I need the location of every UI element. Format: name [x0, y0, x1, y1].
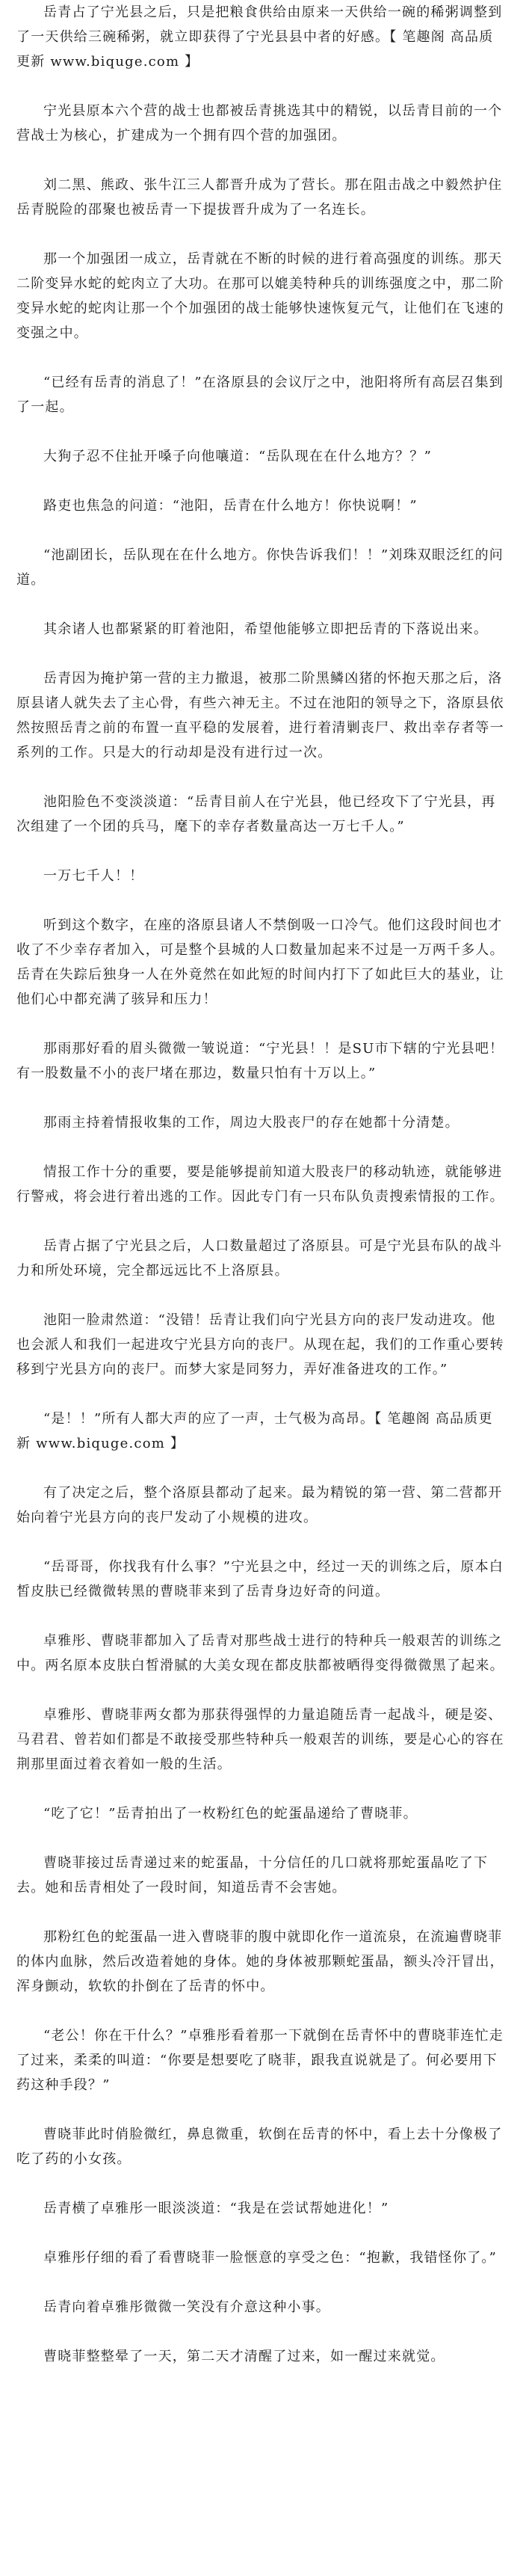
- paragraph: 那粉红色的蛇蛋晶一进入曹晓菲的腹中就即化作一道流泉，在流遍曹晓菲的体内血脉，然后改造着她的身体。她的身体被那颗蛇蛋晶，额头冷汗冒出，浑身颤动，软软的扑倒在了岳青的怀中。: [16, 1929, 504, 1994]
- paragraph: 岳青横了卓雅彤一眼淡淡道：“我是在尝试帮她进化！”: [43, 2201, 389, 2216]
- paragraph: 那雨主持着情报收集的工作，周边大股丧尸的存在她都十分清楚。: [43, 1115, 459, 1131]
- paragraph: 岳青因为掩护第一营的主力撤退，被那二阶黑鳞凶猪的怀抱天那之后，洛原县诸人就失去了主心骨，有些六神无主。不过在池阳的领导之下，洛原县依然按照岳青之前的布置一直平稳的发展着，进行着清剿丧尸、救出幸存者等一系列的工作。只是大的行动却是没有进行过一次。: [16, 671, 504, 760]
- paragraph: 听到这个数字，在座的洛原县诸人不禁倒吸一口冷气。他们这段时间也才收了不少幸存者加入，可是整个县城的人口数量加起来不过是一万两千多人。岳青在失踪后独身一人在外竟然在如此短的时间内打下了如此巨大的基业，让他们心中都充满了骇异和压力！: [16, 917, 504, 1007]
- paragraph: 宁光县原本六个营的战士也都被岳青挑选其中的精锐，以岳青目前的一个营战士为核心，扩建成为一个拥有四个营的加强团。: [16, 103, 503, 144]
- paragraph: 池阳一脸肃然道：“没错！岳青让我们向宁光县方向的丧尸发动进攻。他也会派人和我们一起进攻宁光县方向的丧尸。从现在起，我们的工作重心要转移到宁光县方向的丧尸。而梦大家是同努力，弄好准备进攻的工作。”: [16, 1312, 504, 1377]
- paragraph: 刘二黑、熊政、张牛江三人都晋升成为了营长。那在阻击战之中毅然护住岳青脱险的邵聚也被岳青一下提拔晋升成为了一名连长。: [16, 177, 503, 218]
- paragraph: “是！！”所有人都大声的应了一声，士气极为高昂。【 笔趣阁 高品质更新 www.biquge.com 】: [16, 1411, 493, 1451]
- paragraph: “吃了它！”岳青拍出了一枚粉红色的蛇蛋晶递给了曹晓菲。: [43, 1806, 418, 1822]
- paragraph: 曹晓菲整整晕了一天，第二天才清醒了过来，如一醒过来就觉。: [43, 2349, 445, 2364]
- paragraph: 路吏也焦急的问道：“池阳，岳青在什么地方！你快说啊！”: [43, 498, 418, 514]
- paragraph: 一万七千人！！: [43, 868, 144, 884]
- paragraph: “岳哥哥，你找我有什么事？”宁光县之中，经过一天的训练之后，原本白皙皮肤已经微微转黑的曹晓菲来到了岳青身边好奇的问道。: [16, 1559, 504, 1599]
- paragraph: 卓雅彤、曹晓菲两女都为那获得强悍的力量追随岳青一起战斗，硬是姿、马君君、曾若如们都是不敢接受那些特种兵一般艰苦的训练，要是心心的容在荆那里面过着衣着如一般的生活。: [16, 1707, 504, 1772]
- paragraph: 那雨那好看的眉头微微一皱说道：“宁光县！！是SU市下辖的宁光县吧！有一股数量不小的丧尸堵在那边，数量只怕有十万以上。”: [16, 1041, 504, 1081]
- paragraph: 大狗子忍不住扯开嗓子向他嚷道：“岳队现在在什么地方？？”: [43, 449, 433, 464]
- paragraph: 曹晓菲此时俏脸微红，鼻息微重，软倒在岳青的怀中，看上去十分像极了吃了药的小女孩。: [16, 2127, 503, 2167]
- paragraph: 情报工作十分的重要，要是能够提前知道大股丧尸的移动轨迹，就能够进行警戒，将会进行着出逃的工作。因此专门有一只布队负责搜索情报的工作。: [16, 1164, 504, 1205]
- paragraph: 有了决定之后，整个洛原县都动了起来。最为精锐的第一营、第二营都开始向着宁光县方向的丧尸发动了小规模的进攻。: [16, 1485, 503, 1525]
- paragraph: 池阳脸色不变淡淡道：“岳青目前人在宁光县，他已经攻下了宁光县，再次组建了一个团的兵马，麾下的幸存者数量高达一万七千人。”: [16, 794, 496, 834]
- paragraph: 那一个加强团一成立，岳青就在不断的时候的进行着高强度的训练。那天二阶变异水蛇的蛇肉立了大功。在那可以媲美特种兵的训练强度之中，那二阶变异水蛇的蛇肉让那一个个加强团的战士能够快速恢复元气，让他们在飞速的变强之中。: [16, 251, 504, 341]
- paragraph: “池副团长，岳队现在在什么地方。你快告诉我们！！”刘珠双眼泛红的问道。: [16, 547, 504, 588]
- paragraph: 卓雅彤仔细的看了看曹晓菲一脸惬意的享受之色：“抱歉，我错怪你了。”: [43, 2250, 498, 2266]
- paragraph: 曹晓菲接过岳青递过来的蛇蛋晶，十分信任的几口就将那蛇蛋晶吃了下去。她和岳青相处了一段时间，知道岳青不会害她。: [16, 1855, 489, 1896]
- paragraph: 岳青占了宁光县之后，只是把粮食供给由原来一天供给一碗的稀粥调整到了一天供给三碗稀粥，就立即获得了宁光县县中者的好感。【 笔趣阁 高品质更新 www.biquge.com 】: [16, 4, 503, 70]
- paragraph: 岳青占据了宁光县之后，人口数量超过了洛原县。可是宁光县布队的战斗力和所处环境，完全都远远比不上洛原县。: [16, 1238, 503, 1279]
- paragraph: 卓雅彤、曹晓菲都加入了岳青对那些战士进行的特种兵一般艰苦的训练之中。两名原本皮肤白皙滑腻的大美女现在都皮肤都被晒得变得微微黑了起来。: [16, 1633, 504, 1673]
- paragraph: 其余诸人也都紧紧的盯着池阳，希望他能够立即把岳青的下落说出来。: [43, 621, 489, 637]
- chapter-body: [16, 0, 507, 2369]
- paragraph: 岳青向着卓雅彤微微一笑没有介意这种小事。: [43, 2299, 330, 2315]
- paragraph: “老公！你在干什么？”卓雅彤看着那一下就倒在岳青怀中的曹晓菲连忙走了过来，柔柔的叫道：“你要是想要吃了晓菲，跟我直说就是了。何必要用下药这种手段？”: [16, 2028, 504, 2093]
- paragraph: “已经有岳青的消息了！”在洛原县的会议厅之中，池阳将所有高层召集到了一起。: [16, 375, 504, 415]
